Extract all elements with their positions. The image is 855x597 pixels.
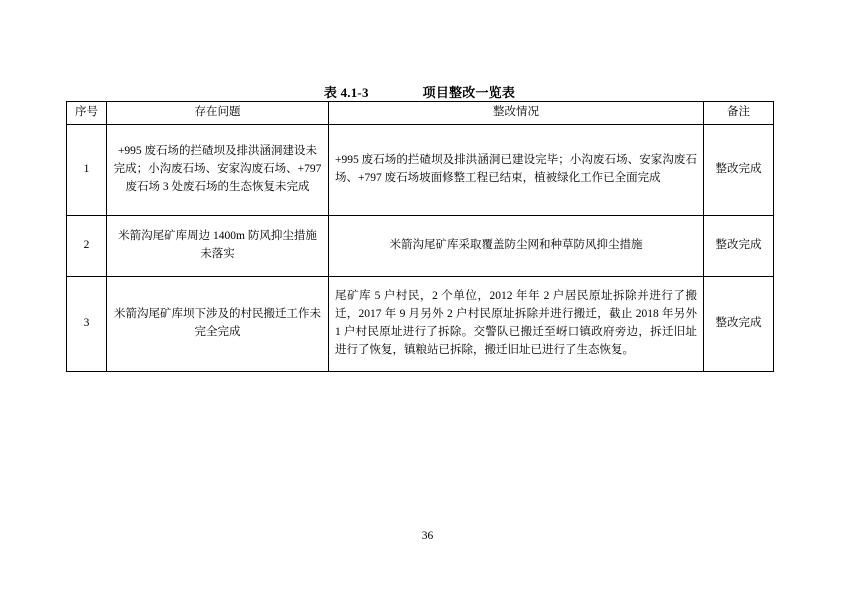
table-caption [66, 82, 773, 101]
header-remark: 备注 [704, 102, 774, 125]
row-number: 2 [67, 215, 107, 276]
row-problem: 米箭沟尾矿库周边 1400m 防风抑尘措施未落实 [107, 215, 329, 276]
table-title-text: 项目整改一览表 [422, 85, 516, 100]
header-status: 整改情况 [329, 102, 704, 125]
row-remark: 整改完成 [704, 124, 774, 215]
table-header-row [67, 102, 774, 125]
row-number: 1 [67, 124, 107, 215]
header-problem: 存在问题 [107, 102, 329, 125]
row-status: 米箭沟尾矿库采取覆盖防尘网和种草防风抑尘措施 [329, 215, 704, 276]
row-remark: 整改完成 [704, 215, 774, 276]
header-no: 序号 [67, 102, 107, 125]
row-problem: 米箭沟尾矿库坝下涉及的村民搬迁工作未完全完成 [107, 276, 329, 371]
table-number: 表 4.1-3 [323, 85, 369, 100]
row-status: 尾矿库 5 户村民，2 个单位，2012 年年 2 户居民原址拆除并进行了搬迁，2017 年 9 月另外 2 户村民原址拆除并进行搬迁，截止 2018 年另外 1 户村民原址进行了拆除。交警队已搬迁至岈口镇政府旁边，拆迁旧址进行了恢复，镇粮站已拆除，搬迁旧址已进行了生态恢复。 [329, 276, 704, 371]
row-status: +995 废石场的拦碴坝及排洪涵洞已建设完毕；小沟废石场、安家沟废石场、+797 废石场坡面修整工程已结束，植被绿化工作已全面完成 [329, 124, 704, 215]
table-row [67, 124, 774, 215]
row-number: 3 [67, 276, 107, 371]
table-row [67, 276, 774, 371]
row-problem: +995 废石场的拦碴坝及排洪涵洞建设未完成；小沟废石场、安家沟废石场、+797 废石场 3 处废石场的生态恢复未完成 [107, 124, 329, 215]
table-row [67, 215, 774, 276]
rectification-table [66, 101, 774, 372]
page-number: 36 [421, 530, 434, 542]
row-remark: 整改完成 [704, 276, 774, 371]
